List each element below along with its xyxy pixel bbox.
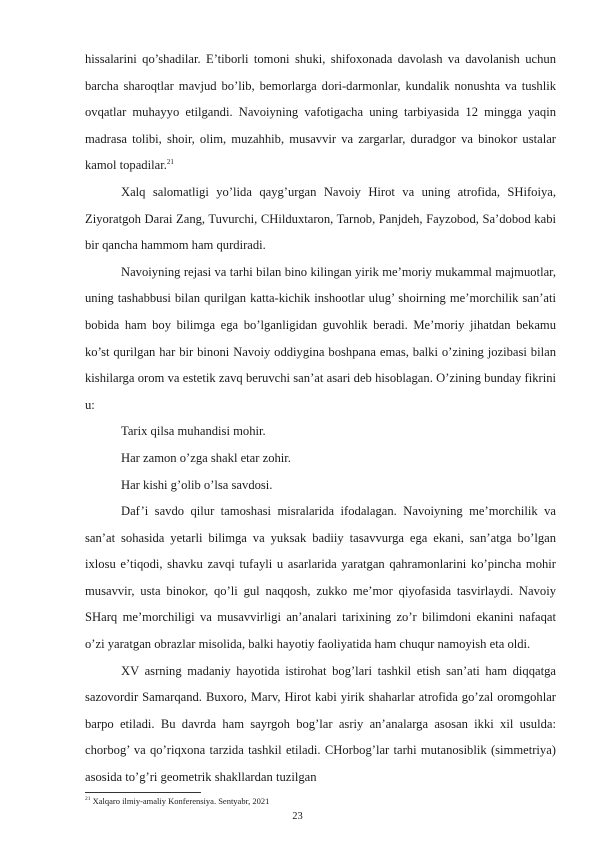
paragraph-4: Daf’i savdo qilur tamoshasi misralarida ifodalagan. Navoiyning me’morchilik va san’at sohasida yetarli bilimga va yuksak badiiy tasavvurga ega ekani, san’atga bo’lgan ixlosu e’tiqodi, shavku zavqi tufayli u asarlarida yaratgan qahramonlarini ko’pincha mohir musavvir, usta binokor, qo’li gul naqqosh, zukko me’mor qiyofasida tasvirlaydi. Navoiy SHarq me’morchiligi va musavvirligi an’analari tarixining zo’r bilimdoni ekanini nafaqat o’zi yaratgan obrazlar misolida, balki hayotiy faoliyatida ham chuqur namoyish eta oldi. [85, 504, 556, 652]
paragraph-3: Navoiyning rejasi va tarhi bilan bino kilingan yirik me’moriy mukammal majmuotlar, uning tashabbusi bilan qurilgan katta-kichik inshootlar ulug’ shoirning me’morchilik san’ati bobida ham boy bilimga ega bo’lganligidan guvohlik beradi. Me’moriy jihatdan bekamu ko’st qurilgan har bir binoni Navoiy oddiygina boshpana emas, balki o’zining jozibasi bilan kishilarga orom va estetik zavq beruvchi san’at asari deb hisoblagan. O’zining bunday fikrini u: [85, 264, 556, 412]
paragraph-5: XV asrning madaniy hayotida istirohat bog’lari tashkil etish san’ati ham diqqatga sazovordir Samarqand. Buxoro, Marv, Hirot kabi yirik shaharlar atrofida go’zal oromgohlar barpo etiladi. Bu davrda ham sayrgoh bog’lar asriy an’analarga asosan ikki xil usulda: chorbog’ va qo’riqxona tarzida tashkil etiladi. CHorbog’lar tarhi mutanosiblik (simmetriya) asosida to’g’ri geometrik shakllardan tuzilgan [85, 663, 556, 785]
footnote [85, 796, 556, 807]
footnote-reference: 21 [166, 158, 174, 167]
paragraph-2: Xalq salomatligi yo’lida qayg’urgan Navoiy Hirot va uning atrofida, SHifoiya, Ziyoratgoh Darai Zang, Tuvurchi, CHilduxtaron, Tarnob, Panjdeh, Fayzobod, Sa’dobod kabi bir qancha hammom ham qurdiradi. [85, 184, 556, 253]
paragraph-1 [85, 46, 556, 179]
verse-line-2: Har zamon o’zga shakl etar zohir. [121, 450, 291, 465]
paragraph-1-text: hissalarini qo’shadilar. E’tiborli tomoni shuki, shifoxonada davolash va davolanish uchun barcha sharoqtlar mavjud bo’lib, bemorlarga dori-darmonlar, kundalik nonushta va tushlik ovqatlar muhayyo etilgandi. Navoiyning vafotigacha uning tarbiyasida 12 mingga yaqin madrasa tolibi, shoir, olim, muzahhib, musavvir va zargarlar, duradgor va binokor ustalar kamol topadilar. [85, 52, 556, 173]
main-text [85, 46, 556, 791]
page-number: 23 [292, 811, 303, 822]
verse-line-1: Tarix qilsa muhandisi mohir. [121, 424, 266, 439]
footnote-number: 21 [85, 796, 91, 803]
verse-line-3: Har kishi g’olib o’lsa savdosi. [121, 477, 273, 492]
footnote-divider [85, 792, 201, 793]
footnote-text: Xalqaro ilmiy-amaliy Konferensiya. Sentyabr, 2021 [92, 796, 270, 806]
